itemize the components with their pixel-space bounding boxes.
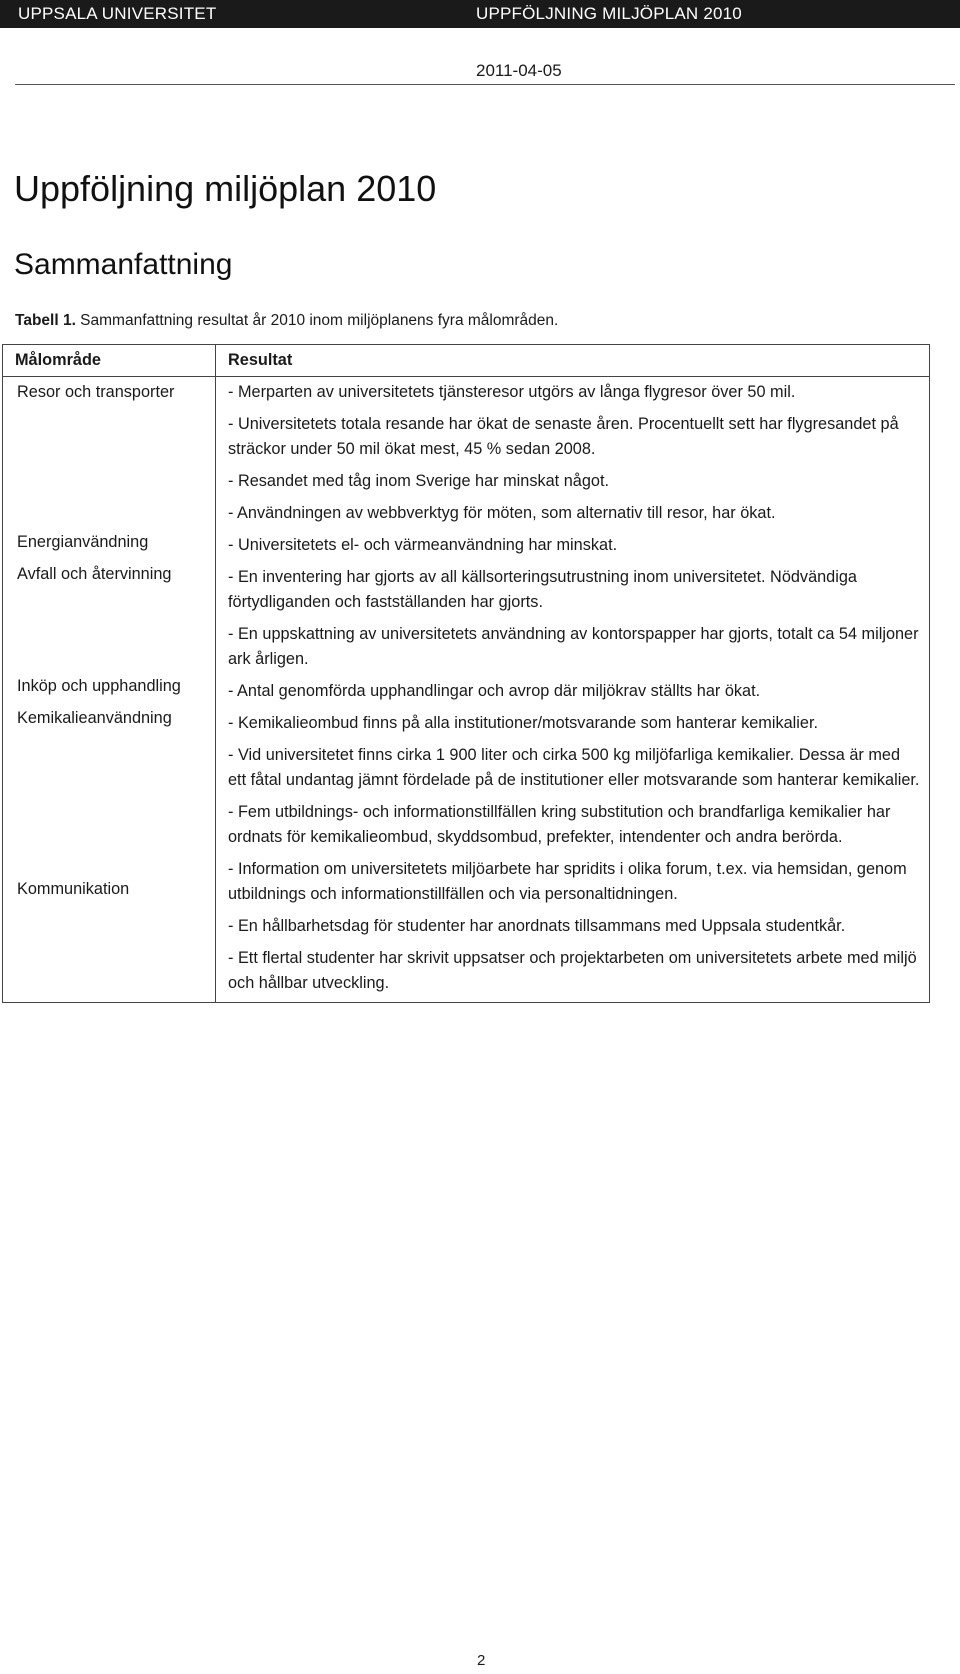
column-header-result: Resultat xyxy=(216,345,930,377)
result-item: - Merparten av universitetets tjänsteresor utgörs av långa flygresor över 50 mil. xyxy=(228,383,796,401)
result-item: - Resandet med tåg inom Sverige har minskat något. xyxy=(228,472,609,490)
result-item: - Fem utbildnings- och informationstillfällen kring substitution och brandfarliga kemikalier har ordnats för kemikalieombud, skyddsombud, prefekter, intendenter och andra berörda. xyxy=(228,803,891,846)
result-item: - Information om universitetets miljöarbete har spridits i olika forum, t.ex. via hemsidan, genom utbildnings och informationstillfällen och via personaltidningen. xyxy=(228,860,907,903)
result-item: - Kemikalieombud finns på alla institutioner/motsvarande som hanterar kemikalier. xyxy=(228,714,819,732)
goal-area-travel: Resor och transporter xyxy=(17,383,175,401)
section-heading: Sammanfattning xyxy=(14,248,233,281)
summary-table xyxy=(2,344,930,1003)
result-item: - Användningen av webbverktyg för möten, som alternativ till resor, har ökat. xyxy=(228,504,776,522)
goal-area-procurement: Inköp och upphandling xyxy=(17,677,181,695)
page-header-bar xyxy=(0,0,960,28)
result-item: - En uppskattning av universitetets användning av kontorspapper har gjorts, totalt ca 54 miljoner ark årligen. xyxy=(228,625,919,668)
result-item: - Vid universitetet finns cirka 1 900 liter och cirka 500 kg miljöfarliga kemikalier. Dessa är med ett fåtal undantag jämnt fördelade på de institutioner eller motsvarande som hanterar kemikalier. xyxy=(228,746,920,789)
header-document-title: UPPFÖLJNING MILJÖPLAN 2010 xyxy=(476,4,742,23)
goal-area-energy: Energianvändning xyxy=(17,533,149,551)
table-body-row xyxy=(3,377,930,1003)
table-caption-label: Tabell 1. xyxy=(15,312,76,329)
header-divider xyxy=(15,84,955,85)
goal-area-communication: Kommunikation xyxy=(17,880,130,898)
table-caption-text: Sammanfattning resultat år 2010 inom miljöplanens fyra målområden. xyxy=(75,312,559,329)
document-date: 2011-04-05 xyxy=(476,61,562,80)
page-title: Uppföljning miljöplan 2010 xyxy=(14,168,437,209)
result-item: - En hållbarhetsdag för studenter har anordnats tillsammans med Uppsala studentkår. xyxy=(228,917,846,935)
result-column xyxy=(216,377,930,1003)
column-header-goal-area: Målområde xyxy=(3,345,216,377)
goal-area-waste: Avfall och återvinning xyxy=(17,565,172,583)
goal-area-column xyxy=(3,377,216,1003)
result-item: - Universitetets totala resande har ökat de senaste åren. Procentuellt sett har flygresandet på sträckor under 50 mil ökat mest, 45 % sedan 2008. xyxy=(228,415,899,458)
result-item: - Antal genomförda upphandlingar och avrop där miljökrav ställts har ökat. xyxy=(228,682,761,700)
goal-area-chemicals: Kemikalieanvändning xyxy=(17,709,172,727)
result-item: - Universitetets el- och värmeanvändning har minskat. xyxy=(228,536,618,554)
table-header-row xyxy=(3,345,930,377)
result-item: - Ett flertal studenter har skrivit uppsatser och projektarbeten om universitetets arbete med miljö och hållbar utveckling. xyxy=(228,949,917,992)
result-item: - En inventering har gjorts av all källsorteringsutrustning inom universitetet. Nödvändiga förtydliganden och fastställanden har gjorts. xyxy=(228,568,857,611)
page-number: 2 xyxy=(477,1652,486,1669)
header-org: UPPSALA UNIVERSITET xyxy=(18,4,217,23)
table-caption xyxy=(15,312,558,330)
